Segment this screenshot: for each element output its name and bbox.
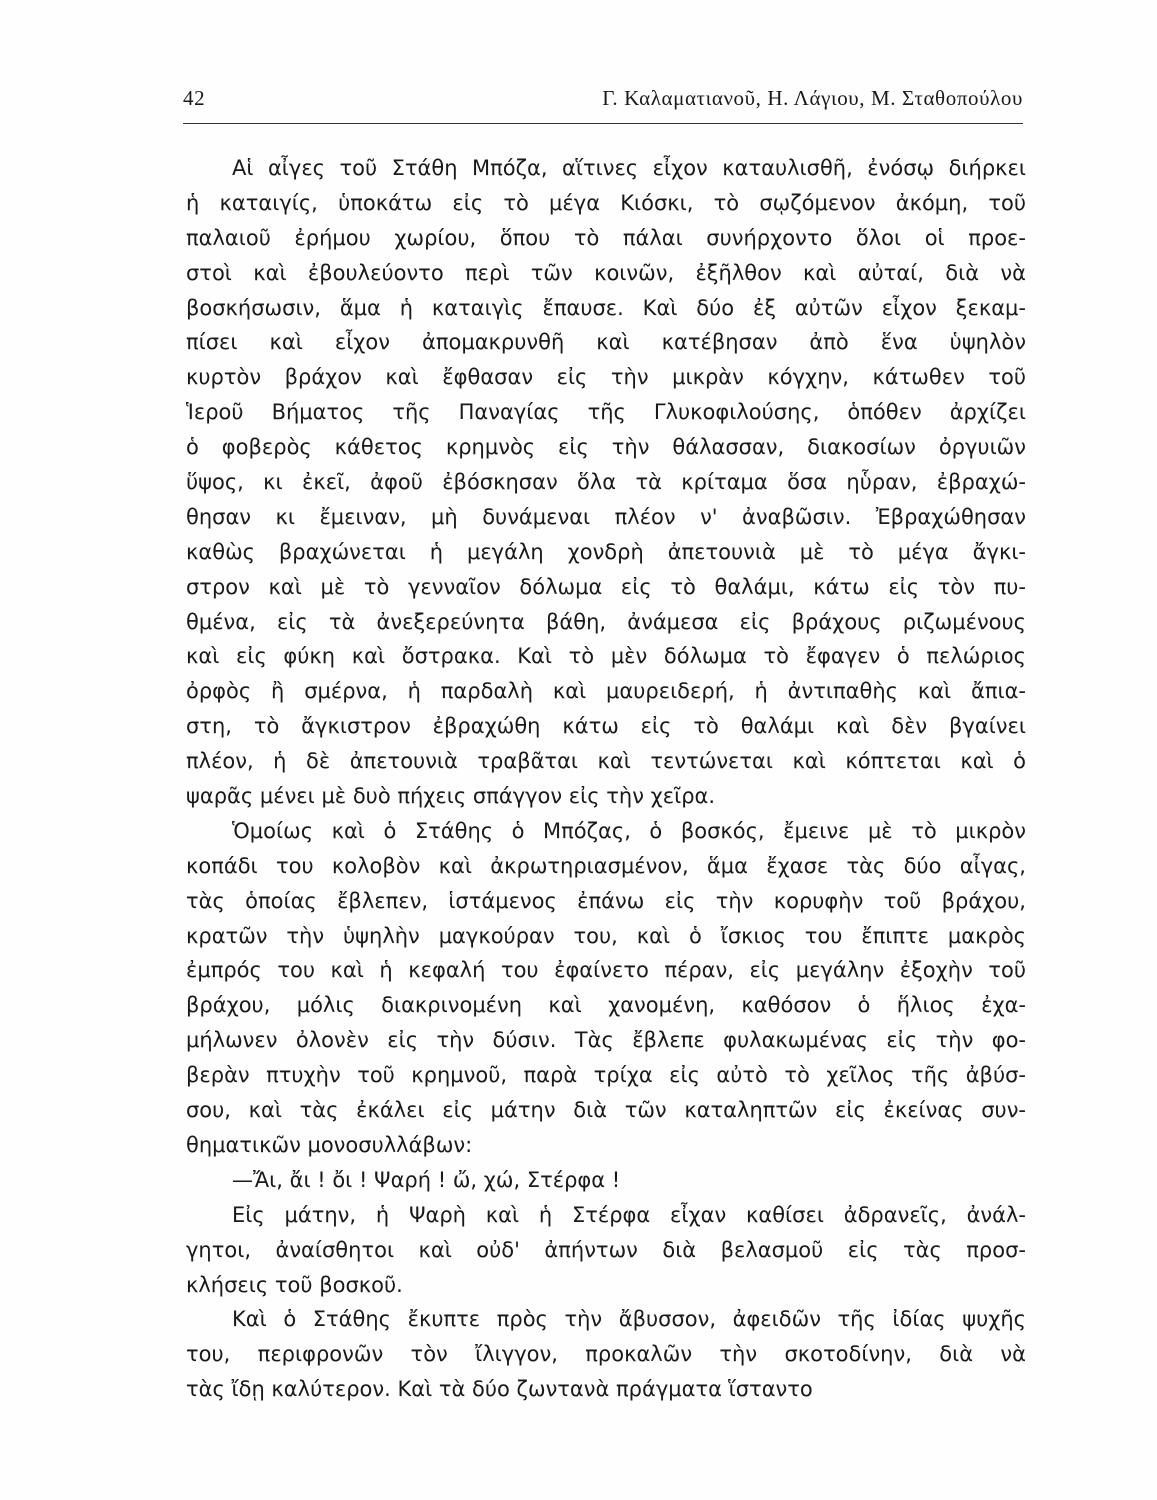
text-line: παλαιοῦ ἐρήμου χωρίου, ὅπου τὸ πάλαι συνήρχοντο ὅλοι οἱ προε- [186,225,1026,250]
text-line: πίσει καὶ εἶχον ἀπομακρυνθῆ καὶ κατέβησαν ἀπὸ ἕνα ὑψηλὸν [186,330,1026,355]
text-line: γητοι, ἀναίσθητοι καὶ οὐδ' ἀπήντων διὰ βελασμοῦ εἰς τὰς προσ- [186,1237,1026,1262]
text-line: Αἱ αἶγες τοῦ Στάθη Μπόζα, αἵτινες εἶχον καταυλισθῆ, ἐνόσῳ διήρκει [232,156,1026,180]
text-line: κυρτὸν βράχον καὶ ἔφθασαν εἰς τὴν μικρὰν κόγχην, κάτωθεν τοῦ [186,365,1026,390]
text-line: θηματικῶν μονοσυλλάβων: [186,1132,473,1157]
text-line: ἡ καταιγίς, ὑποκάτω εἰς τὸ μέγα Κιόσκι, τὸ σῳζόμενον ἀκόμη, τοῦ [186,190,1026,215]
running-head [183,86,1023,118]
text-line: πλέον, ἡ δὲ ἀπετουνιὰ τραβᾶται καὶ τεντώνεται καὶ κόπτεται καὶ ὁ [186,749,1026,774]
text-line: κλήσεις τοῦ βοσκοῦ. [186,1272,403,1297]
page-number: 42 [183,86,206,110]
text-line: μήλωνεν ὀλονὲν εἰς τὴν δύσιν. Τὰς ἔβλεπε φυλακωμένας εἰς τὴν φο- [186,1028,1026,1053]
text-line: θμένα, εἰς τὰ ἀνεξερεύνητα βάθη, ἀνάμεσα εἰς βράχους ριζωμένους [186,609,1026,634]
text-line: κρατῶν τὴν ὑψηλὴν μαγκούραν του, καὶ ὁ ἴσκιος του ἔπιπτε μακρὸς [186,923,1026,948]
text-line: Καὶ ὁ Στάθης ἔκυπτε πρὸς τὴν ἄβυσσον, ἀφειδῶν τῆς ἰδίας ψυχῆς [232,1307,1026,1332]
text-line: του, περιφρονῶν τὸν ἴλιγγον, προκαλῶν τὴν σκοτοδίνην, διὰ νὰ [186,1342,1026,1367]
text-line: ψαρᾶς μένει μὲ δυὸ πήχεις σπάγγον εἰς τὴν χεῖρα. [186,784,716,809]
text-line: —Ἄι, ἄι ! ὄι ! Ψαρή ! ὤ, χώ, Στέρφα ! [232,1167,621,1192]
text-line: Εἰς μάτην, ἡ Ψαρὴ καὶ ἡ Στέρφα εἶχαν καθίσει ἀδρανεῖς, ἀνάλ- [232,1202,1026,1227]
text-line: ὁ φοβερὸς κάθετος κρημνὸς εἰς τὴν θάλασσαν, διακοσίων ὀργυιῶν [186,435,1026,460]
text-line: τὰς ὁποίας ἔβλεπεν, ἱστάμενος ἐπάνω εἰς τὴν κορυφὴν τοῦ βράχου, [186,888,1026,913]
text-line: ὀρφὸς ἢ σμέρνα, ἡ παρδαλὴ καὶ μαυρειδερή, ἡ ἀντιπαθὴς καὶ ἄπια- [186,679,1026,704]
text-line: βράχου, μόλις διακρινομένη καὶ χανομένη, καθόσον ὁ ἥλιος ἐχα- [186,993,1026,1018]
text-line: Ἱεροῦ Βήματος τῆς Παναγίας τῆς Γλυκοφιλούσης, ὁπόθεν ἀρχίζει [186,400,1026,425]
text-line: στη, τὸ ἄγκιστρον ἐβραχώθη κάτω εἰς τὸ θαλάμι καὶ δὲν βγαίνει [186,714,1026,739]
text-line: βοσκήσωσιν, ἅμα ἡ καταιγὶς ἔπαυσε. Καὶ δύο ἐξ αὐτῶν εἶχον ξεκαμ- [186,295,1026,320]
text-line: θησαν κι ἔμειναν, μὴ δυνάμεναι πλέον ν' ἀναβῶσιν. Ἐβραχώθησαν [186,504,1026,529]
text-line: στοὶ καὶ ἐβουλεύοντο περὶ τῶν κοινῶν, ἐξῆλθον καὶ αὐταί, διὰ νὰ [186,260,1026,285]
body-text [186,151,1026,1407]
text-line: Ὁμοίως καὶ ὁ Στάθης ὁ Μπόζας, ὁ βοσκός, ἔμεινε μὲ τὸ μικρὸν [232,818,1026,843]
text-line: τὰς ἴδῃ καλύτερον. Καὶ τὰ δύο ζωντανὰ πράγματα ἵσταντο [186,1377,813,1402]
text-line: βερὰν πτυχὴν τοῦ κρημνοῦ, παρὰ τρίχα εἰς αὐτὸ τὸ χεῖλος τῆς ἀβύσ- [186,1063,1026,1088]
text-line: στρον καὶ μὲ τὸ γενναῖον δόλωμα εἰς τὸ θαλάμι, κάτω εἰς τὸν πυ- [186,574,1026,599]
text-line: κοπάδι του κολοβὸν καὶ ἀκρωτηριασμένον, ἅμα ἔχασε τὰς δύο αἶγας, [186,853,1026,878]
running-head-authors: Γ. Καλαματιανοῦ, Η. Λάγιου, Μ. Σταθοπούλου [602,86,1023,110]
text-line: σου, καὶ τὰς ἐκάλει εἰς μάτην διὰ τῶν καταληπτῶν εἰς ἐκείνας συν- [186,1098,1026,1123]
header-rule [183,123,1023,124]
text-line: καθὼς βραχώνεται ἡ μεγάλη χονδρὴ ἀπετουνιὰ μὲ τὸ μέγα ἄγκι- [186,539,1026,564]
text-line: καὶ εἰς φύκη καὶ ὄστρακα. Καὶ τὸ μὲν δόλωμα τὸ ἔφαγεν ὁ πελώριος [186,644,1026,669]
text-line: ἐμπρός του καὶ ἡ κεφαλή του ἐφαίνετο πέραν, εἰς μεγάλην ἐξοχὴν τοῦ [186,958,1026,983]
text-line: ὕψος, κι ἐκεῖ, ἀφοῦ ἐβόσκησαν ὅλα τὰ κρίταμα ὅσα ηὗραν, ἐβραχώ- [186,470,1026,495]
